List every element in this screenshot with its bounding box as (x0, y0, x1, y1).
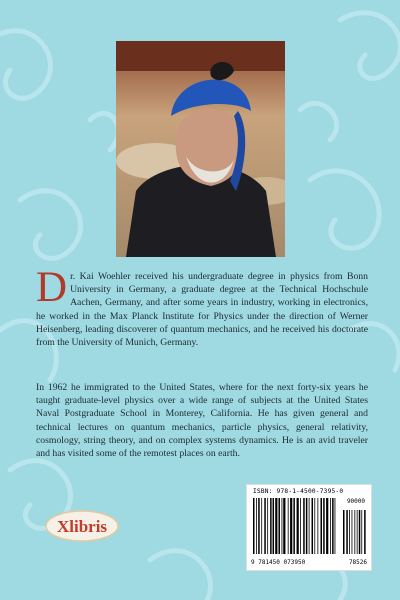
barcode-label (246, 484, 372, 571)
bio-paragraph-1-text: r. Kai Woehler received his undergraduate degree in physics from Bonn University in Germany, a graduate degree at the Technical Hochschule Aachen, Germany, and after some years in industry, working in electronics, he worked in the Max Planck Institute for Physics under the direction of Werner Heisenberg, leading discoverer of quantum mechanics, and he received his doctorate from the University of Munich, Germany. (36, 271, 368, 349)
logo-text: Xlibris (56, 517, 108, 536)
price-code: 90000 (346, 498, 365, 505)
author-photo (116, 41, 285, 257)
barcode-suffix: 78526 (348, 559, 367, 566)
bio-paragraph-1 (36, 264, 368, 349)
bio-paragraph-2: In 1962 he immigrated to the United States, where for the next forty-six years he taught graduate-level physics over a wide range of subjects at the United States Naval Postgraduate School in Monterey, California. He has given general and technical lectures on quantum mechanics, particle physics, general relativity, cosmology, string theory, and on complex systems dynamics. He is an avid traveler and has visited some of the remotest places on earth. (36, 382, 368, 460)
xlibris-logo (44, 508, 120, 544)
drop-cap: D (36, 264, 68, 311)
isbn-text: ISBN: 978-1-4500-7395-0 (253, 488, 344, 495)
barcode-number: 9 781450 073950 (251, 559, 306, 566)
barcode-image (251, 498, 367, 558)
